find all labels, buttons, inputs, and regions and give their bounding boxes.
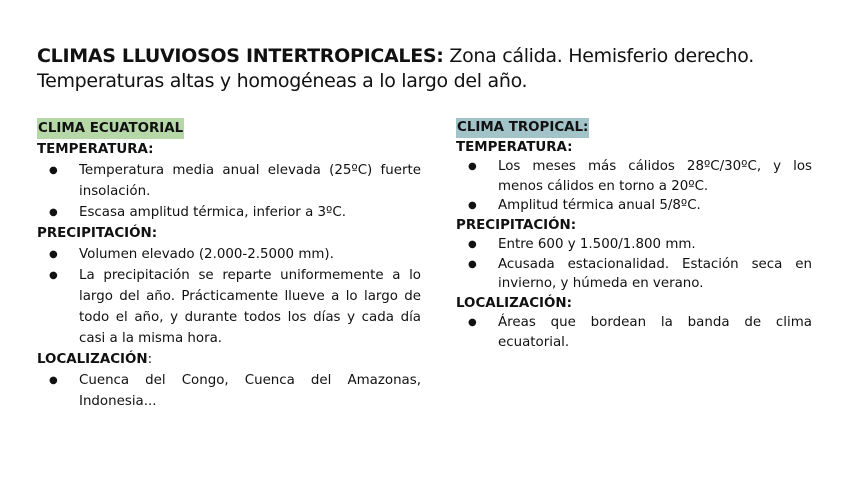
section-localizacion-label: LOCALIZACIÓN <box>37 352 148 367</box>
column-ecuatorial <box>37 118 421 412</box>
slide-title <box>37 44 817 94</box>
list-item: ● Áreas que bordean la banda de clima ecuatorial. <box>456 313 812 352</box>
section-precipitacion-label: PRECIPITACIÓN: <box>37 226 158 241</box>
section-precipitacion-label: PRECIPITACIÓN: <box>456 217 577 233</box>
localizacion-list <box>37 370 421 412</box>
list-item: ● Amplitud térmica anual 5/8ºC. <box>456 196 812 216</box>
list-item: ● Los meses más cálidos 28ºC/30ºC, y los menos cálidos en torno a 20ºC. <box>456 157 812 196</box>
heading-tropical: CLIMA TROPICAL: <box>456 118 589 138</box>
localizacion-list <box>456 313 812 352</box>
column-tropical <box>456 118 812 352</box>
list-item: ● Cuenca del Congo, Cuenca del Amazonas, Indonesia... <box>37 370 421 412</box>
list-item: ● Acusada estacionalidad. Estación seca en invierno, y húmeda en verano. <box>456 255 812 294</box>
list-item: ● Entre 600 y 1.500/1.800 mm. <box>456 235 812 255</box>
section-localizacion-label: LOCALIZACIÓN: <box>456 295 572 311</box>
list-item: ● La precipitación se reparte uniformemente a lo largo del año. Prácticamente llueve a lo largo de todo el año, y durante todos los días y cada día casi a la misma hora. <box>37 265 421 349</box>
section-temperatura-label: TEMPERATURA: <box>456 139 573 155</box>
title-rest: Zona cálida. Hemisferio derecho. Temperaturas altas y homogéneas a lo largo del año. <box>37 45 754 92</box>
list-item: ● Volumen elevado (2.000-2.5000 mm). <box>37 244 421 265</box>
temperatura-list <box>456 157 812 216</box>
precipitacion-list <box>456 235 812 294</box>
heading-ecuatorial: CLIMA ECUATORIAL <box>37 118 184 139</box>
precipitacion-list <box>37 244 421 349</box>
list-item: ● Escasa amplitud térmica, inferior a 3ºC. <box>37 202 421 223</box>
localizacion-colon: : <box>147 352 153 367</box>
section-localizacion <box>37 349 421 370</box>
temperatura-list <box>37 160 421 223</box>
title-bold: CLIMAS LLUVIOSOS INTERTROPICALES: <box>37 45 444 67</box>
list-item: ● Temperatura media anual elevada (25ºC) fuerte insolación. <box>37 160 421 202</box>
section-temperatura-label: TEMPERATURA: <box>37 142 154 157</box>
